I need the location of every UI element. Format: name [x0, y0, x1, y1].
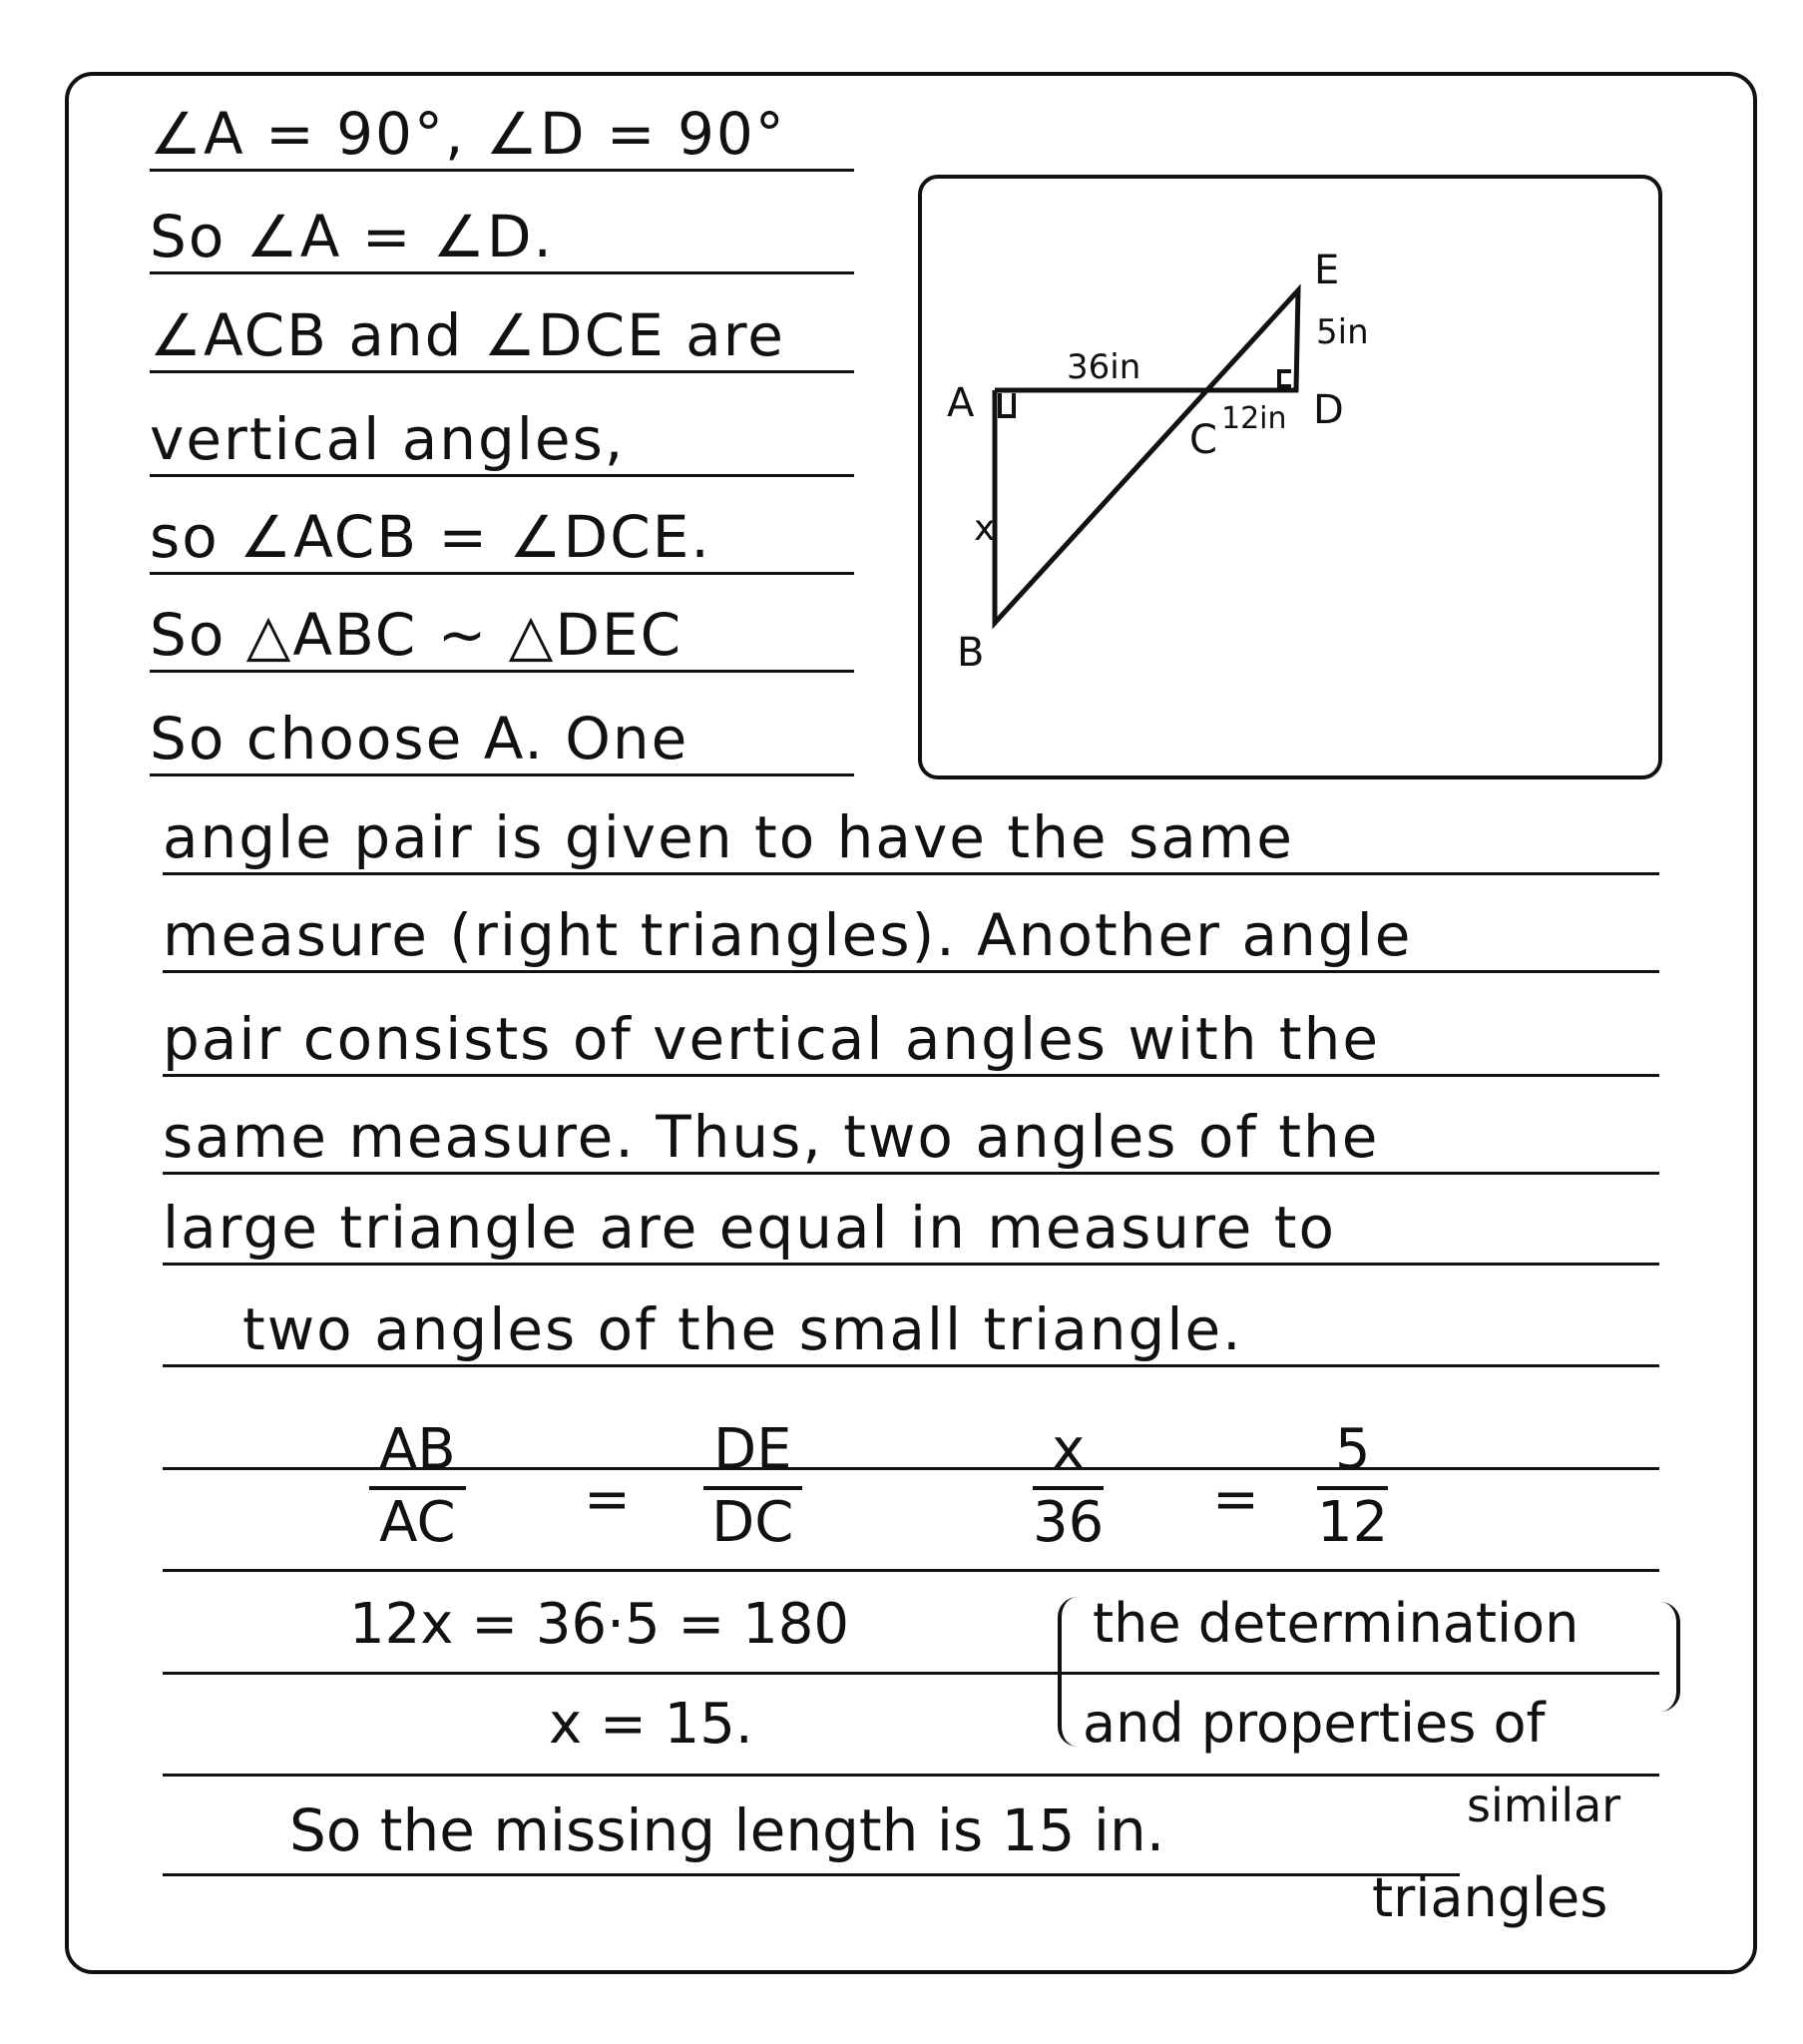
label-e: E — [1314, 248, 1340, 293]
text-line: vertical angles, — [150, 410, 854, 477]
equals-sign: = — [1212, 1467, 1259, 1532]
text-line: So choose A. One — [150, 710, 854, 776]
side-de-length: 5in — [1316, 312, 1369, 352]
right-angle-mark-a — [1000, 393, 1014, 416]
bracket-right — [1656, 1602, 1680, 1712]
text-line: same measure. Thus, two angles of the — [163, 1108, 1659, 1175]
right-angle-mark-d — [1279, 371, 1291, 386]
rule-line — [163, 1873, 1460, 1876]
note-line: triangles — [1372, 1866, 1608, 1929]
denominator: 36 — [1033, 1490, 1105, 1555]
label-c: C — [1189, 417, 1217, 463]
numerator: DE — [703, 1417, 802, 1490]
bracket-left — [1058, 1597, 1082, 1747]
text-line: pair consists of vertical angles with the — [163, 1010, 1659, 1077]
text-line: angle pair is given to have the same — [163, 808, 1659, 875]
fraction-ab-ac — [369, 1417, 466, 1555]
text-line: measure (right triangles). Another angle — [163, 906, 1659, 973]
fraction-x-36 — [1033, 1417, 1104, 1555]
fraction-de-dc — [703, 1417, 802, 1555]
side-ab-length: x — [974, 508, 996, 549]
text-line: So ∠A = ∠D. — [150, 208, 854, 274]
text-line: So △ABC ∼ △DEC — [150, 606, 854, 673]
numerator: 5 — [1317, 1417, 1388, 1490]
triangle-diagram — [918, 175, 1662, 779]
label-a: A — [947, 380, 975, 426]
text-line: two angles of the small triangle. — [163, 1300, 1659, 1367]
note-line: and properties of — [1083, 1692, 1546, 1755]
fraction-5-12 — [1317, 1417, 1388, 1555]
rule-line — [163, 1774, 1659, 1777]
denominator: 12 — [1317, 1490, 1389, 1555]
triangle-edges — [995, 290, 1298, 623]
side-cd-length: 12in — [1221, 401, 1287, 436]
label-d: D — [1313, 387, 1344, 433]
rule-line — [163, 1569, 1659, 1572]
denominator: DC — [711, 1490, 794, 1555]
numerator: AB — [369, 1417, 466, 1490]
denominator: AC — [379, 1490, 456, 1555]
note-line: the determination — [1093, 1592, 1579, 1655]
side-ac-length: 36in — [1067, 347, 1141, 387]
conclusion: So the missing length is 15 in. — [289, 1796, 1165, 1864]
note-line: similar — [1467, 1779, 1621, 1832]
text-line: so ∠ACB = ∠DCE. — [150, 508, 854, 575]
text-line: ∠A = 90°, ∠D = 90° — [150, 105, 854, 172]
equals-sign: = — [584, 1467, 631, 1532]
rule-line — [163, 1672, 1659, 1675]
numerator: x — [1033, 1417, 1104, 1490]
label-b: B — [957, 630, 985, 676]
text-line: ∠ACB and ∠DCE are — [150, 306, 854, 373]
equation-line: 12x = 36·5 = 180 — [349, 1592, 850, 1657]
equation-line: x = 15. — [549, 1692, 753, 1757]
text-line: large triangle are equal in measure to — [163, 1199, 1659, 1266]
